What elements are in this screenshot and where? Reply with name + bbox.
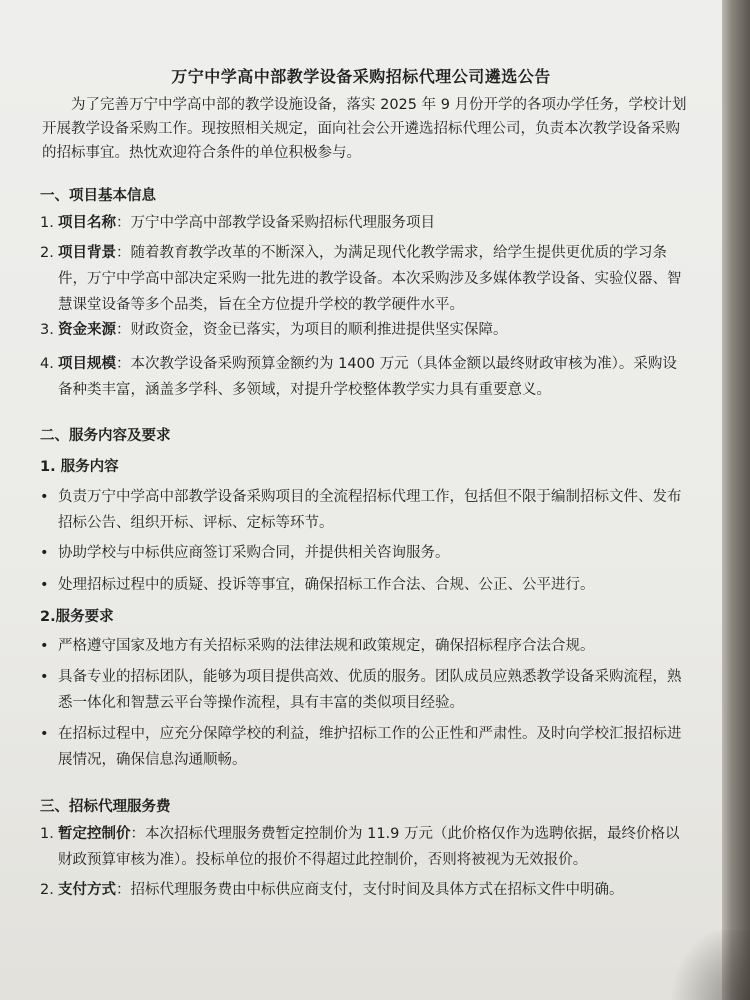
- document-title: 万宁中学高中部教学设备采购招标代理公司遴选公告: [171, 67, 551, 86]
- item-label: 支付方式: [58, 882, 116, 898]
- bullet-text: 严格遵守国家及地方有关招标采购的法律法规和政策规定，确保招标程序合法合规。: [58, 638, 595, 654]
- item-text: ：本次教学设备采购预算金额约为 1400 万元（具体金额以最终财政审核为准）。采购设备种类丰富，涵盖多学科、多领域，对提升学校整体教学实力具有重要意义。: [58, 356, 677, 398]
- item-label: 项目背景: [58, 245, 116, 261]
- item-text: ：本次招标代理服务费暂定控制价为 11.9 万元（此价格仅作为选聘依据，最终价格以财政预算审核为准）。投标单位的报价不得超过此控制价，否则将被视为无效报价。: [58, 826, 680, 868]
- service-content-item-2: [40, 540, 690, 566]
- service-content-item-3: [40, 572, 690, 598]
- item-text: ：万宁中学高中部教学设备采购招标代理服务项目: [116, 215, 435, 231]
- bullet-icon: •: [40, 638, 49, 654]
- bullet-text: 处理招标过程中的质疑、投诉等事宜，确保招标工作合法、合规、公正、公平进行。: [58, 577, 595, 593]
- intro-paragraph: 为了完善万宁中学高中部的教学设施设备，落实 2025 年 9 月份开学的各项办学任务，学校计划开展教学设备采购工作。现按照相关规定，面向社会公开遴选招标代理公司，负责本次教学设备采购的招标事宜。热忱欢迎符合条件的单位积极参与。: [42, 97, 687, 161]
- bullet-text: 协助学校与中标供应商签订采购合同，并提供相关咨询服务。: [58, 545, 450, 561]
- service-requirement-item-3: [40, 721, 690, 773]
- desk-edge: [722, 0, 750, 1000]
- item-text: ：招标代理服务费由中标供应商支付，支付时间及具体方式在招标文件中明确。: [116, 882, 624, 898]
- section3-item-2: [40, 877, 690, 903]
- item-label: 项目规模: [58, 356, 116, 372]
- bullet-icon: •: [40, 545, 49, 561]
- item-label: 项目名称: [58, 215, 116, 231]
- section2-heading: 二、服务内容及要求: [40, 428, 171, 444]
- item-number: 2.: [40, 882, 54, 898]
- bullet-icon: •: [40, 726, 49, 742]
- item-label: 资金来源: [58, 322, 116, 338]
- service-requirement-item-2: [40, 664, 690, 716]
- service-requirement-item-1: [40, 633, 690, 659]
- bullet-icon: •: [40, 577, 49, 593]
- section2-sub1: 1. 服务内容: [40, 459, 119, 475]
- bullet-text: 具备专业的招标团队，能够为项目提供高效、优质的服务。团队成员应熟悉教学设备采购流程，熟悉一体化和智慧云平台等操作流程，具有丰富的类似项目经验。: [58, 669, 682, 711]
- bullet-icon: •: [40, 669, 49, 685]
- section1-item-3: [40, 317, 690, 343]
- item-number: 2.: [40, 245, 54, 261]
- section1-item-1: [40, 210, 690, 236]
- item-number: 1.: [40, 826, 54, 842]
- service-content-item-1: [40, 484, 690, 536]
- section2-sub2: 2.服务要求: [40, 609, 114, 625]
- section1-item-2: [40, 240, 690, 318]
- item-text: ：随着教育教学改革的不断深入，为满足现代化教学需求，给学生提供更优质的学习条件，万宁中学高中部决定采购一批先进的教学设备。本次采购涉及多媒体教学设备、实验仪器、智慧课堂设备等多个品类，旨在全方位提升学校的教学硬件水平。: [58, 245, 682, 313]
- corner-shadow: [660, 930, 750, 1000]
- section3-item-1: [40, 821, 690, 873]
- bullet-text: 在招标过程中，应充分保障学校的利益，维护招标工作的公正性和严肃性。及时向学校汇报招标进展情况，确保信息沟通顺畅。: [58, 726, 682, 768]
- bullet-icon: •: [40, 489, 49, 505]
- section1-item-4: [40, 351, 690, 403]
- item-number: 3.: [40, 322, 54, 338]
- bullet-text: 负责万宁中学高中部教学设备采购项目的全流程招标代理工作，包括但不限于编制招标文件、发布招标公告、组织开标、评标、定标等环节。: [58, 489, 682, 531]
- item-number: 4.: [40, 356, 54, 372]
- item-label: 暂定控制价: [58, 826, 131, 842]
- item-number: 1.: [40, 215, 54, 231]
- item-text: ：财政资金，资金已落实，为项目的顺利推进提供坚实保障。: [116, 322, 508, 338]
- section3-heading: 三、招标代理服务费: [40, 799, 171, 815]
- section1-heading: 一、项目基本信息: [40, 188, 156, 204]
